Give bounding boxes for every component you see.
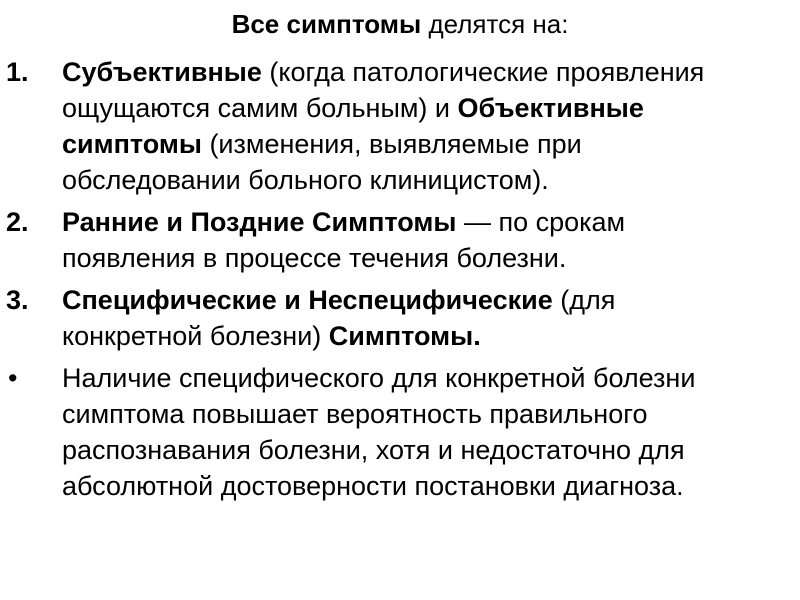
item-number: 2. — [6, 207, 29, 237]
list-item-2 — [0, 204, 800, 276]
bullet-icon: • — [8, 363, 18, 393]
slide-title — [0, 8, 800, 40]
text-bold: Субъективные — [62, 57, 262, 87]
symptom-list — [0, 54, 800, 510]
title-rest: делятся на: — [421, 9, 569, 39]
item-number: 3. — [6, 285, 29, 315]
item-text — [62, 363, 695, 501]
title-bold: Все симптомы — [231, 9, 422, 39]
list-item-3 — [0, 282, 800, 354]
text-bold: Ранние и Поздние Симптомы — [62, 207, 457, 237]
list-item-bullet — [0, 360, 800, 504]
text-normal: Наличие специфического для конкретной болезни симптома повышает вероятность правильного распознавания болезни, хотя и недостаточно для абсолютной достоверности постановки диагноза. — [62, 363, 696, 501]
item-text — [62, 57, 704, 195]
text-bold: Симптомы. — [328, 321, 481, 351]
item-number: 1. — [6, 57, 29, 87]
text-bold: Объективные симптомы — [62, 93, 644, 159]
text-bold: Специфические и Неспецифические — [62, 285, 553, 315]
text-normal: (когда патологические проявления ощущаются самим больным) и — [62, 57, 705, 123]
item-text — [62, 285, 615, 351]
item-text — [62, 207, 625, 273]
text-normal: — по срокам появления в процессе течения болезни. — [62, 207, 626, 273]
text-normal: (изменения, выявляемые при обследовании больного клиницистом). — [62, 129, 582, 195]
list-item-1 — [0, 54, 800, 198]
text-normal: (для конкретной болезни) — [62, 285, 616, 351]
